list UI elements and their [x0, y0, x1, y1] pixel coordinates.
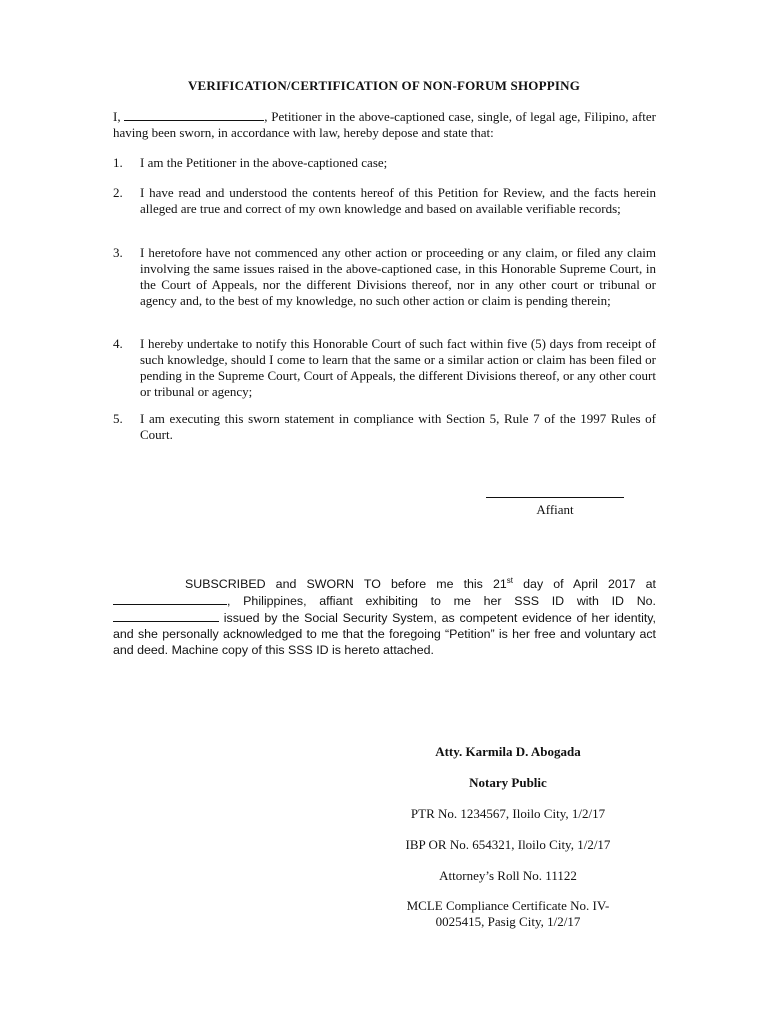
item-text: I am the Petitioner in the above-captioned case; — [140, 155, 388, 170]
item-number: 4. — [113, 336, 123, 351]
notary-title: Notary Public — [469, 775, 547, 790]
jurat-text-3: , Philippines, affiant exhibiting to me her SSS ID with ID No. — [227, 594, 656, 608]
item-number: 3. — [113, 245, 123, 260]
jurat-text-1: SUBSCRIBED and SWORN TO before me this 21 — [185, 577, 507, 591]
jurat-superscript: st — [506, 575, 514, 585]
name-blank — [124, 108, 264, 121]
list-item — [113, 155, 656, 171]
list-item — [113, 185, 656, 217]
notary-ptr: PTR No. 1234567, Iloilo City, 1/2/17 — [410, 806, 606, 821]
jurat-text-4: issued by the Social Security System, as competent evidence of her identity, and she personally acknowledged to me that the foregoing “Petition” is her free and voluntary act and deed. Machine copy of this SSS ID is hereto attached. — [113, 611, 656, 657]
intro-paragraph — [113, 108, 656, 141]
id-number-blank — [113, 609, 219, 622]
place-blank — [113, 592, 227, 605]
list-item — [113, 411, 656, 443]
item-text: I heretofore have not commenced any other action or proceeding or any claim, or filed any claim involving the same issues raised in the above-captioned case, in this Honorable Supreme Court, in the Court of Appeals, nor the different Divisions thereof, nor in any other court or tribunal or agency and, to the best of my knowledge, no such other action or claim is pending therein; — [140, 245, 656, 308]
list-item — [113, 245, 656, 309]
intro-prefix: I, — [113, 109, 121, 124]
notary-mcle-line-2: 0025415, Pasig City, 1/2/17 — [435, 914, 581, 929]
item-number: 1. — [113, 155, 123, 170]
item-number: 2. — [113, 185, 123, 200]
list-item — [113, 336, 656, 400]
notary-name: Atty. Karmila D. Abogada — [435, 744, 581, 759]
jurat-text-2: day of April 2017 at — [513, 577, 656, 591]
notary-ibp: IBP OR No. 654321, Iloilo City, 1/2/17 — [405, 837, 611, 852]
item-text: I am executing this sworn statement in compliance with Section 5, Rule 7 of the 1997 Rules of Court. — [140, 411, 656, 442]
notary-roll: Attorney’s Roll No. 11122 — [439, 868, 577, 883]
item-text: I hereby undertake to notify this Honorable Court of such fact within five (5) days from receipt of such knowledge, should I come to learn that the same or a similar action or claim has been filed or pending in the Supreme Court, Court of Appeals, the different Divisions thereof, or any other court or tribunal or agency; — [140, 336, 656, 399]
affiant-signature-line — [486, 487, 624, 498]
item-text: I have read and understood the contents hereof of this Petition for Review, and the facts herein alleged are true and correct of my own knowledge and based on available verifiable records; — [140, 185, 656, 216]
document-title: VERIFICATION/CERTIFICATION OF NON-FORUM SHOPPING — [187, 78, 581, 93]
notary-mcle-line-1: MCLE Compliance Certificate No. IV- — [406, 898, 610, 913]
intro-text: , Petitioner in the above-captioned case, single, of legal age, Filipino, after having been sworn, in accordance with law, hereby depose and state that: — [113, 109, 656, 140]
item-number: 5. — [113, 411, 123, 426]
affiant-label: Affiant — [536, 502, 574, 517]
jurat-paragraph — [113, 576, 656, 658]
